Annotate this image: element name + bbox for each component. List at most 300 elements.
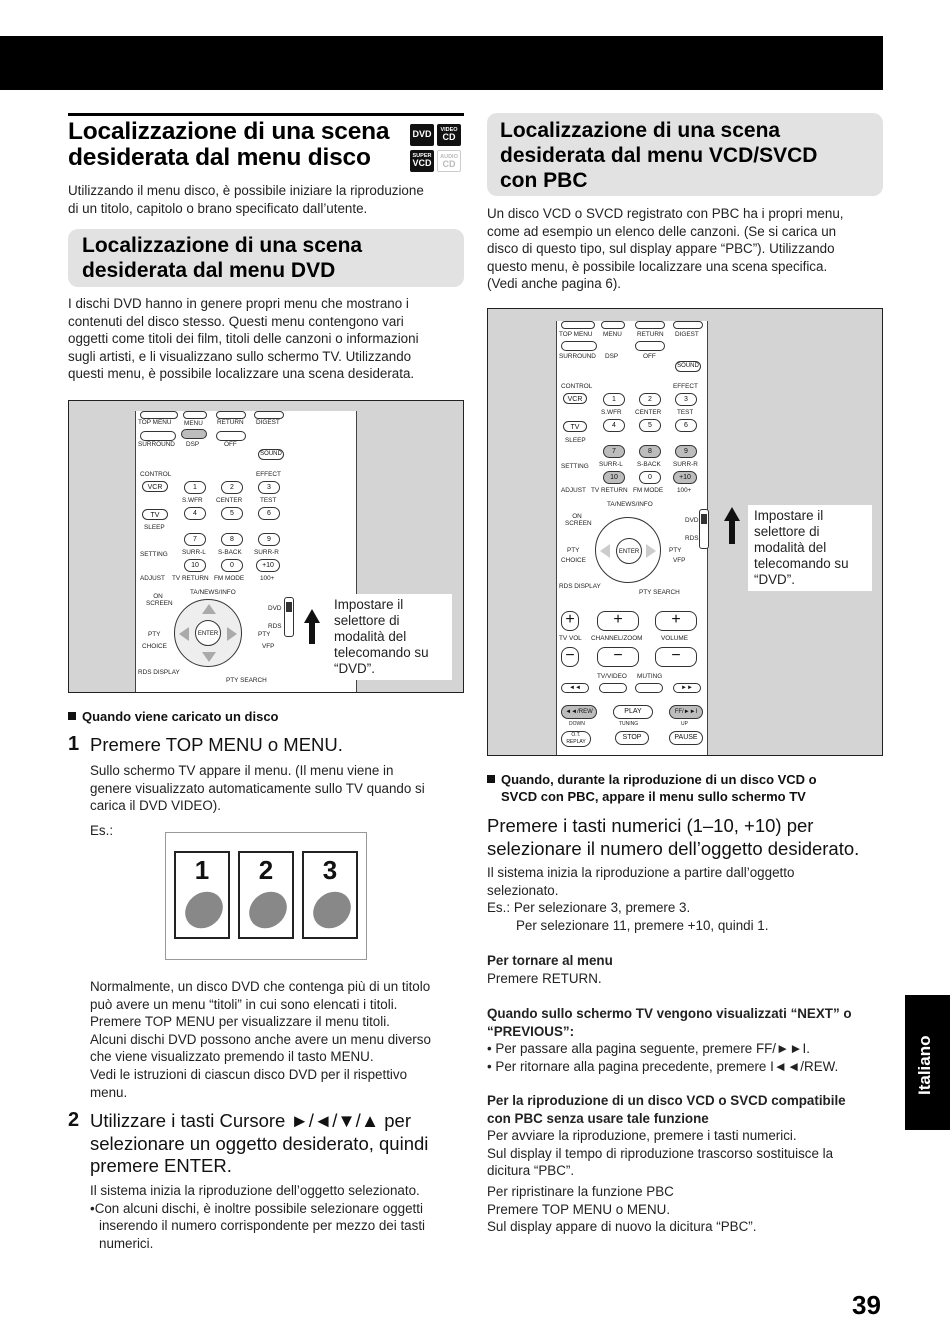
center-label: CENTER [635, 409, 662, 416]
text-line: genere visualizzato automaticamente sullo TV quando si [90, 780, 425, 796]
control-label: CONTROL [140, 471, 172, 478]
dsp-label: DSP [186, 441, 200, 448]
plus100-label: 100+ [260, 575, 275, 582]
right-arrow-icon[interactable] [227, 627, 237, 641]
pointer-arrow-icon [304, 609, 320, 623]
remote-figure-dvd [68, 400, 464, 693]
badge-text: DVD [412, 129, 432, 139]
adjust-label: ADJUST [140, 575, 165, 582]
rew-button[interactable] [561, 705, 597, 719]
normal-description [90, 978, 431, 1101]
on-screen-label: ON SCREEN [565, 513, 592, 527]
key-label: 3 [684, 396, 688, 403]
digest-label: DIGEST [675, 331, 699, 338]
key-label: 8 [230, 536, 234, 543]
rds-mode-label: RDS [268, 623, 282, 630]
tv-button[interactable] [142, 509, 168, 520]
pty-label: PTY [567, 547, 580, 554]
disc-icon [242, 884, 294, 936]
disc-icon [306, 884, 358, 936]
key-2-button[interactable] [221, 481, 243, 494]
up-arrow-icon[interactable] [622, 522, 636, 532]
svcd-badge [410, 150, 434, 172]
text-line: Alcuni dischi DVD possono anche avere un menu diverso [90, 1031, 431, 1047]
dsp-button[interactable] [635, 341, 665, 351]
rds-mode-label: RDS [685, 535, 699, 542]
replay-label: O.T. REPLAY [566, 732, 586, 745]
callout-line: Impostare il [334, 597, 404, 612]
callout-line: “DVD”. [754, 572, 795, 587]
badge-text: VCD [412, 158, 432, 168]
tv-video-label: TV/VIDEO [597, 673, 627, 680]
digest-button[interactable] [254, 411, 284, 419]
text-line: sugli artisti, e li visualizzano sullo schermo TV. Utilizzando [68, 348, 412, 364]
choice-label: CHOICE [561, 557, 586, 564]
sound-button[interactable] [258, 449, 284, 460]
pause-button[interactable] [669, 731, 703, 745]
key-label: 0 [230, 562, 234, 569]
tv-return-label: TV RETURN [172, 575, 209, 582]
left-arrow-icon[interactable] [600, 544, 610, 558]
vfp-label: VFP [673, 557, 686, 564]
step-line: selezionare il numero dell’oggetto desiderato. [487, 837, 860, 859]
key-10-button[interactable] [603, 471, 625, 484]
control-label: CONTROL [561, 383, 593, 390]
key-7-button[interactable] [603, 445, 625, 458]
key-label: 4 [612, 422, 616, 429]
pointer-arrow-stem [729, 520, 735, 544]
play-label: PLAY [624, 708, 642, 715]
vcr-label: VCR [567, 396, 583, 403]
pause-label: PAUSE [674, 734, 698, 741]
key-9-button[interactable] [675, 445, 697, 458]
return-button[interactable] [216, 411, 246, 419]
step-line: Utilizzare i tasti Cursore ►/◄/▼/▲ per [90, 1110, 412, 1131]
title-line: Localizzazione di una scena [68, 118, 390, 145]
rds-display-label: RDS DISPLAY [138, 669, 180, 676]
return-button[interactable] [635, 321, 665, 329]
page-title [68, 119, 389, 171]
step-2-number: 2 [68, 1109, 80, 1131]
key-3-button[interactable] [258, 481, 280, 494]
key-2-button[interactable] [639, 393, 661, 406]
text-line: di un titolo, capitolo o brano specificato dall’utente. [68, 200, 368, 216]
key-4-button[interactable] [603, 419, 625, 432]
text-line: che viene visualizzato premendo il tasto MENU. [90, 1049, 374, 1065]
section-head: Per la riproduzione di un disco VCD o SVCD compatibile [487, 1093, 846, 1108]
key-8-button[interactable] [221, 533, 243, 546]
key-6-button[interactable] [675, 419, 697, 432]
vfp-label: VFP [262, 643, 275, 650]
next-previous-section [487, 1005, 852, 1075]
right-arrow-icon[interactable] [646, 544, 656, 558]
title-line: desiderata dal menu disco [68, 144, 371, 171]
off-label: OFF [224, 441, 237, 448]
key-label: 2 [230, 484, 234, 491]
no-pbc-section [487, 1092, 846, 1180]
example-text: Per selezionare 3, premere 3. [513, 900, 691, 916]
text-line: dicitura “PBC”. [487, 1163, 575, 1179]
subhead-text: Quando viene caricato un disco [82, 709, 279, 724]
setting-label: SETTING [140, 551, 168, 558]
step-1-description [90, 762, 425, 815]
title-card [238, 851, 294, 939]
fm-mode-label: FM MODE [633, 487, 664, 494]
key-label: +10 [262, 562, 274, 569]
disc-icon [178, 884, 230, 936]
menu-button[interactable] [601, 321, 625, 329]
language-tab [905, 995, 950, 1130]
key-5-button[interactable] [221, 507, 243, 520]
pty-label-right: PTY [258, 631, 271, 638]
tv-vol-up-button[interactable]: + [561, 611, 579, 631]
heading-line: desiderata dal menu VCD/SVCD [500, 144, 818, 167]
key-8-button[interactable] [639, 445, 661, 458]
tv-label: TV [570, 424, 580, 431]
sound-button[interactable] [675, 361, 701, 372]
text-line: Un disco VCD o SVCD registrato con PBC ha i propri menu, [487, 206, 844, 221]
heading-line: Localizzazione di una scena [82, 234, 363, 257]
surround-button[interactable] [140, 431, 176, 441]
section-head: Quando sullo schermo TV vengono visualizzati “NEXT” o [487, 1006, 852, 1021]
sleep-label: SLEEP [144, 524, 165, 531]
section-head: “PREVIOUS”: [487, 1023, 575, 1039]
text-line: Sul display il tempo di riproduzione trascorso sostituisce la [487, 1145, 834, 1161]
key-label: 4 [193, 510, 197, 517]
tv-button[interactable] [563, 421, 587, 432]
left-arrow-icon[interactable] [179, 627, 189, 641]
rew-label: ◄◄/REW [565, 709, 593, 715]
key-7-button[interactable] [184, 533, 206, 546]
intro-text [68, 182, 424, 217]
s-back-label: S-BACK [637, 461, 661, 468]
callout-line: selettore di [334, 613, 400, 628]
text-line: può avere un menu “titoli” in cui sono elencati i titoli. [90, 996, 398, 1012]
setting-label: SETTING [561, 463, 589, 470]
key-label: 6 [267, 510, 271, 517]
key-label: 0 [648, 474, 652, 481]
volume-up-button[interactable]: + [655, 611, 697, 631]
test-label: TEST [260, 497, 277, 504]
pbc-intro [487, 205, 844, 293]
bullet-square-icon [68, 712, 76, 720]
pbc-step-description [487, 864, 794, 934]
step-1-text: Premere TOP MENU o MENU. [90, 734, 343, 755]
key-label: +10 [679, 474, 691, 481]
pointer-arrow-stem [309, 622, 315, 644]
list-item: • Per passare alla pagina seguente, premere FF/►►I. [487, 1041, 810, 1057]
key-4-button[interactable] [184, 507, 206, 520]
ff-small-button[interactable]: ►► [673, 683, 701, 693]
text-line: questi menu, è possibile localizzare una scena desiderata. [68, 366, 415, 382]
video-cd-badge [437, 124, 461, 146]
muting-button[interactable] [635, 683, 663, 693]
stop-label: STOP [622, 734, 642, 741]
step-2-description [90, 1182, 425, 1252]
text-line: Il sistema inizia la riproduzione a partire dall’oggetto [487, 865, 795, 880]
effect-label: EFFECT [256, 471, 281, 478]
text-line: (Vedi anche pagina 6). [487, 276, 622, 292]
tuning-label: TUNING [619, 721, 639, 727]
channel-zoom-label: CHANNEL/ZOOM [591, 635, 643, 642]
digest-button[interactable] [673, 321, 703, 329]
key-plus10-button[interactable] [673, 471, 697, 484]
ff-button[interactable] [669, 705, 703, 719]
key-label: 9 [267, 536, 271, 543]
when-pbc-subhead [487, 771, 817, 805]
vcr-button[interactable] [142, 481, 168, 492]
top-menu-button[interactable] [140, 411, 178, 419]
down-label: DOWN [569, 721, 585, 727]
dvd-description [68, 295, 419, 383]
sound-label: SOUND [677, 363, 699, 369]
badge-text: SUPER [412, 153, 432, 159]
top-menu-button[interactable] [561, 321, 595, 329]
volume-label: VOLUME [661, 635, 688, 642]
text-line: Premere TOP MENU o MENU. [487, 1201, 671, 1217]
tv-video-button[interactable] [599, 683, 627, 693]
sleep-label: SLEEP [565, 437, 586, 444]
key-label: 3 [267, 484, 271, 491]
volume-down-button[interactable]: − [655, 647, 697, 667]
fm-mode-label: FM MODE [214, 575, 245, 582]
pointer-arrow-icon [724, 507, 740, 521]
text-line: Premere RETURN. [487, 970, 602, 986]
callout-line: “DVD”. [334, 661, 375, 676]
enter-button[interactable] [195, 620, 221, 646]
text-line: Per avviare la riproduzione, premere i tasti numerici. [487, 1128, 797, 1144]
text-line: numerici. [99, 1235, 154, 1251]
key-label: 10 [191, 562, 199, 569]
up-label: UP [681, 721, 688, 727]
remote-figure-pbc [487, 308, 883, 756]
key-label: 7 [193, 536, 197, 543]
text-line: •Con alcuni dischi, è inoltre possibile selezionare oggetti [90, 1200, 423, 1216]
dvd-mode-label: DVD [268, 605, 282, 612]
heading-line: Localizzazione di una scena [500, 119, 781, 142]
vcr-label: VCR [147, 484, 163, 491]
key-1-button[interactable] [184, 481, 206, 494]
surround-button[interactable] [561, 341, 597, 351]
text-line: contenuti del disco stesso. Questi menu contengono vari [68, 313, 404, 329]
key-5-button[interactable] [639, 419, 661, 432]
dvd-mode-callout [748, 505, 872, 591]
surr-r-label: SURR-R [254, 549, 279, 556]
example-text: Per selezionare 11, premere +10, quindi 1. [516, 917, 769, 933]
restore-pbc-section [487, 1183, 756, 1236]
ff-label: FF/►►I [674, 709, 698, 715]
text-line: questo menu, è possibile localizzare una scena specifica. [487, 258, 828, 274]
play-button[interactable] [613, 705, 653, 719]
badge-text: VIDEO [440, 127, 458, 133]
callout-line: modalità del [334, 629, 407, 644]
key-6-button[interactable] [258, 507, 280, 520]
top-menu-label: TOP MENU [138, 419, 172, 426]
plus100-label: 100+ [677, 487, 692, 494]
list-item: • Per ritornare alla pagina precedente, premere I◄◄/REW. [487, 1058, 839, 1074]
selector-knob [701, 514, 707, 524]
off-label: OFF [643, 353, 656, 360]
key-10-button[interactable] [184, 559, 206, 572]
disc-badges [410, 124, 465, 176]
text-line: Premere TOP MENU per visualizzare il menu titoli. [90, 1014, 390, 1030]
audio-cd-badge [437, 150, 461, 172]
step-line: selezionare un oggetto desiderato, quindi [90, 1132, 429, 1154]
digest-label: DIGEST [256, 419, 280, 426]
pbc-heading-box [487, 113, 883, 196]
dvd-heading-box [68, 229, 464, 287]
step-line: premere ENTER. [90, 1155, 232, 1176]
rew-small-button[interactable]: ◄◄ [561, 683, 589, 693]
surround-label: SURROUND [559, 353, 596, 360]
channel-down-button[interactable]: − [597, 647, 639, 667]
ta-news-label: TA/NEWS/INFO [607, 501, 653, 508]
callout-line: telecomando su [754, 556, 849, 571]
center-label: CENTER [216, 497, 243, 504]
tv-vol-down-button[interactable]: − [561, 647, 579, 667]
key-1-button[interactable] [603, 393, 625, 406]
surround-label: SURROUND [138, 441, 175, 448]
enter-label: ENTER [618, 549, 640, 555]
selector-knob [286, 602, 292, 612]
subhead-text: Quando, durante la riproduzione di un disco VCD o [501, 772, 817, 787]
dvd-mode-label: DVD [685, 517, 699, 524]
swfr-label: S.WFR [601, 409, 622, 416]
tv-label: TV [150, 512, 160, 519]
test-label: TEST [677, 409, 694, 416]
text-line: carica il DVD VIDEO). [90, 798, 221, 814]
tv-vol-label: TV VOL [559, 635, 582, 642]
cursor-pad[interactable] [595, 517, 661, 583]
title-card [302, 851, 358, 939]
key-label: 1 [193, 484, 197, 491]
section-head: Per ripristinare la funzione PBC [487, 1184, 674, 1199]
example-label: Es.: [90, 823, 114, 838]
dsp-button[interactable] [216, 431, 246, 441]
section-head: con PBC senza usare tale funzione [487, 1110, 709, 1126]
ta-news-label: TA/NEWS/INFO [190, 589, 236, 596]
key-label: 6 [684, 422, 688, 429]
callout-line: Impostare il [754, 508, 824, 523]
menu-label: MENU [603, 331, 622, 338]
channel-up-button[interactable]: + [597, 611, 639, 631]
key-label: 2 [648, 396, 652, 403]
text-line: I dischi DVD hanno in genere propri menu che mostrano i [68, 296, 409, 311]
dsp-label: DSP [605, 353, 619, 360]
menu-label: MENU [184, 420, 203, 427]
page-number: 39 [852, 1290, 881, 1320]
badge-text: CD [442, 132, 456, 142]
text-line: Vedi le istruzioni di ciascun disco DVD per il rispettivo [90, 1066, 408, 1082]
mode-selector-switch[interactable] [699, 509, 709, 549]
text-line: come ad esempio un elenco delle canzoni. (Se si carica un [487, 223, 837, 239]
return-section [487, 952, 613, 987]
card-number: 3 [322, 855, 338, 885]
top-menu-label: TOP MENU [559, 331, 593, 338]
adjust-label: ADJUST [561, 487, 586, 494]
return-label: RETURN [217, 419, 244, 426]
pty-label: PTY [148, 631, 161, 638]
header-bar [0, 36, 883, 90]
language-tab-label: Italiano [915, 1035, 934, 1095]
enter-button[interactable] [616, 538, 642, 564]
tv-return-label: TV RETURN [591, 487, 628, 494]
text-line: disco di questo tipo, sul display appare “PBC”). Utilizzando [487, 241, 835, 257]
menu-example-figure [165, 832, 367, 960]
key-0-button[interactable] [221, 559, 243, 572]
s-back-label: S-BACK [218, 549, 242, 556]
surr-r-label: SURR-R [673, 461, 698, 468]
badge-text: CD [442, 159, 456, 169]
badge-text: AUDIO [440, 154, 458, 160]
step-2-text [90, 1110, 428, 1178]
rds-display-label: RDS DISPLAY [559, 583, 601, 590]
swfr-label: S.WFR [182, 497, 203, 504]
pbc-step-text [487, 815, 859, 860]
menu-highlight-button[interactable] [181, 429, 207, 439]
key-3-button[interactable] [675, 393, 697, 406]
remote-control [135, 411, 357, 693]
subhead-text: SVCD con PBC, appare il menu sullo schermo TV [501, 789, 806, 804]
surr-l-label: SURR-L [599, 461, 623, 468]
choice-label: CHOICE [142, 643, 167, 650]
enter-label: ENTER [197, 631, 219, 637]
remote-control [556, 321, 708, 756]
key-label: 8 [648, 448, 652, 455]
callout-line: selettore di [754, 524, 820, 539]
title-rule [68, 113, 464, 116]
key-9-button[interactable] [258, 533, 280, 546]
text-line: Utilizzando il menu disco, è possibile iniziare la riproduzione [68, 183, 424, 198]
when-loaded-subhead [68, 708, 279, 725]
pty-label-right: PTY [669, 547, 682, 554]
card-number: 2 [258, 855, 274, 885]
mode-selector-switch[interactable] [284, 597, 294, 637]
text-line: Normalmente, un disco DVD che contenga più di un titolo [90, 979, 431, 994]
menu-button[interactable] [183, 411, 207, 419]
return-label: RETURN [637, 331, 664, 338]
key-plus10-button[interactable] [256, 559, 280, 572]
cursor-pad[interactable] [174, 599, 242, 667]
text-line: oggetti come titoli dei film, titoli delle canzoni o informazioni [68, 331, 419, 347]
sound-label: SOUND [260, 451, 282, 457]
pty-search-label: PTY SEARCH [639, 589, 680, 596]
key-label: 7 [612, 448, 616, 455]
vcr-button[interactable] [563, 393, 587, 404]
replay-button[interactable] [561, 731, 591, 747]
key-label: 5 [230, 510, 234, 517]
step-1-number: 1 [68, 733, 80, 755]
down-arrow-icon[interactable] [202, 652, 216, 662]
title-card [174, 851, 230, 939]
key-0-button[interactable] [639, 471, 661, 484]
callout-line: telecomando su [334, 645, 429, 660]
stop-button[interactable] [615, 731, 649, 745]
surr-l-label: SURR-L [182, 549, 206, 556]
section-head: Per tornare al menu [487, 953, 613, 968]
dvd-badge [410, 124, 434, 146]
key-label: 10 [610, 474, 618, 481]
heading-line: con PBC [500, 169, 588, 192]
key-label: 9 [684, 448, 688, 455]
heading-line: desiderata dal menu DVD [82, 259, 336, 282]
up-arrow-icon[interactable] [202, 604, 216, 614]
bullet-square-icon [487, 775, 495, 783]
text-line: inserendo il numero corrispondente per mezzo dei tasti [99, 1218, 426, 1234]
on-screen-label: ON SCREEN [146, 593, 173, 607]
dvd-mode-callout [328, 594, 452, 680]
muting-label: MUTING [637, 673, 663, 680]
